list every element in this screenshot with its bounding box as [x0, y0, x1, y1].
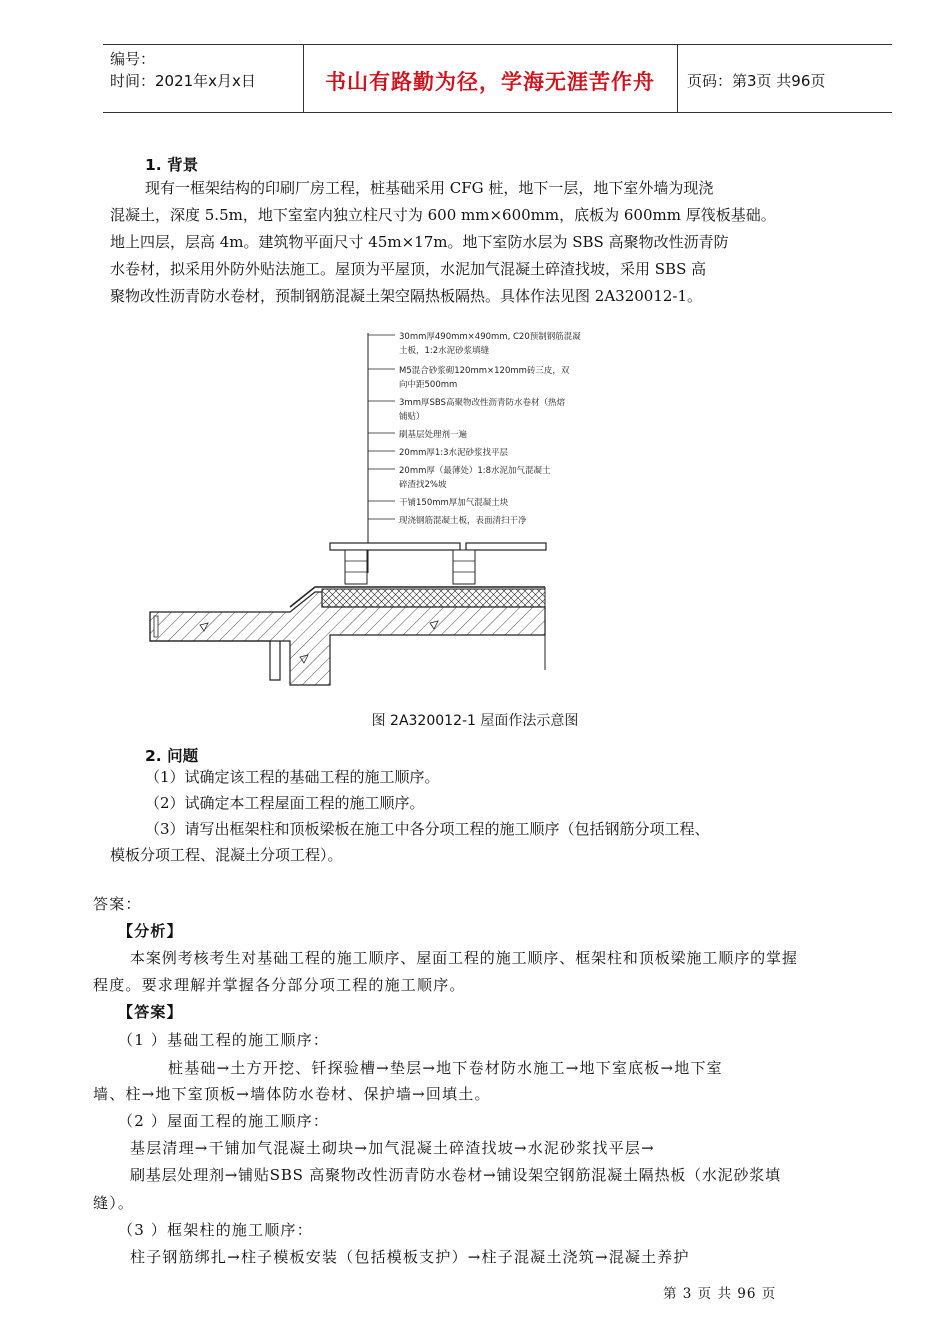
analysis-title: 【分析】 [118, 922, 183, 940]
label-brick-pier-2: 向中距500mm [399, 380, 458, 390]
precast-slab-left [330, 543, 460, 550]
header-motto: 书山有路勤为径，学海无涯苦作舟 [325, 70, 655, 94]
answer-1-line-1: 桩基础→土方开挖、钎探验槽→垫层→地下卷材防水施工→地下室底板→地下室 [168, 1059, 723, 1077]
roof-construction-diagram [140, 325, 660, 695]
answer-2-line-1: 基层清理→干铺加气混凝土砌块→加气混凝土碎渣找坡→水泥砂浆找平层→ [130, 1139, 655, 1157]
brick-pier-right [453, 550, 475, 584]
header-meta [110, 50, 256, 90]
background-line-2: 混凝土，深度 5.5m，地下室室内独立柱尺寸为 600 mm×600mm，底板为 600mm 厚筏板基础。 [110, 206, 776, 224]
figure-caption: 图 2A320012-1 屋面作法示意图 [371, 713, 579, 729]
question-3: （3）请写出框架柱和顶板梁板在施工中各分项工程的施工顺序（包括钢筋分项工程、 [145, 820, 710, 838]
answer-label: 答案： [93, 895, 142, 913]
header-divider-left [303, 44, 304, 112]
time-label: 时间：2021年x月x日 [110, 72, 256, 90]
label-rc-slab: 现浇钢筋混凝土板，表面清扫干净 [399, 516, 527, 526]
question-2: （2）试确定本工程屋面工程的施工顺序。 [145, 794, 425, 812]
label-leveling-layer: 20mm厚1:3水泥砂浆找平层 [399, 448, 509, 458]
background-line-5: 聚物改性沥青防水卷材，预制钢筋混凝土架空隔热板隔热。具体作法见图 2A320012-1。 [110, 287, 703, 305]
answer-3-title: （3 ）框架柱的施工顺序： [118, 1221, 313, 1239]
question-1: （1）试确定该工程的基础工程的施工顺序。 [145, 768, 440, 786]
question-3-cont: 模板分项工程、混凝土分项工程）。 [110, 846, 343, 864]
answer-1-line-2: 墙、柱→地下室顶板→墙体防水卷材、保护墙→回填土。 [93, 1085, 491, 1103]
answer-1-title: （1 ）基础工程的施工顺序： [118, 1031, 330, 1049]
analysis-line-1: 本案例考核考生对基础工程的施工顺序、屋面工程的施工顺序、框架柱和顶板梁施工顺序的掌握 [130, 949, 798, 967]
label-brick-pier-1: M5混合砂浆砌120mm×120mm砖三皮，双 [399, 366, 570, 376]
header-top-rule [103, 44, 892, 45]
header-bottom-rule [103, 112, 892, 113]
background-line-3: 地上四层，层高 4m。建筑物平面尺寸 45m×17m。地下室防水层为 SBS 高聚物改性沥青防 [110, 233, 729, 251]
label-primer: 刷基层处理剂一遍 [399, 430, 468, 440]
background-line-1: 现有一框架结构的印刷厂房工程，桩基础采用 CFG 桩，地下一层，地下室外墙为现浇 [145, 179, 714, 197]
label-precast-slab-2: 土板，1:2水泥砂浆填缝 [399, 346, 490, 356]
label-aerated-blocks: 干铺150mm厚加气混凝土块 [399, 498, 509, 508]
header-page-label: 页码：第3页 共96页 [687, 72, 826, 90]
label-sbs-membrane-1: 3mm厚SBS高聚物改性沥青防水卷材（热熔 [399, 398, 565, 408]
background-title: 1. 背景 [145, 156, 199, 174]
brick-pier-left [345, 550, 367, 584]
label-slope-layer-1: 20mm厚（最薄处）1:8水泥加气混凝土 [399, 466, 551, 476]
header-divider-right [677, 44, 678, 112]
aerated-concrete-layer [322, 589, 545, 607]
label-precast-slab-1: 30mm厚490mm×490mm, C20预制钢筋混凝 [399, 332, 581, 342]
answer-title: 【答案】 [118, 1003, 183, 1021]
answer-2-line-2: 刷基层处理剂→铺贴SBS 高聚物改性沥青防水卷材→铺设架空钢筋混凝土隔热板（水泥砂浆填 [130, 1166, 781, 1184]
background-line-4: 水卷材，拟采用外防外贴法施工。屋顶为平屋顶，水泥加气混凝土碎渣找坡，采用 SBS 高 [110, 260, 707, 278]
answer-3-line-1: 柱子钢筋绑扎→柱子模板安装（包括模板支护）→柱子混凝土浇筑→混凝土养护 [130, 1248, 690, 1266]
answer-2-title: （2 ）屋面工程的施工顺序： [118, 1112, 330, 1130]
page-footer: 第 3 页 共 96 页 [663, 1286, 777, 1302]
questions-title: 2. 问题 [145, 747, 199, 765]
label-sbs-membrane-2: 铺贴） [399, 412, 425, 422]
number-label: 编号： [110, 50, 156, 68]
analysis-line-2: 程度。要求理解并掌握各分部分项工程的施工顺序。 [93, 976, 466, 994]
precast-slab-right [466, 543, 546, 550]
answer-2-line-3: 缝）。 [93, 1194, 135, 1212]
label-slope-layer-2: 碎渣找2%坡 [399, 480, 447, 490]
